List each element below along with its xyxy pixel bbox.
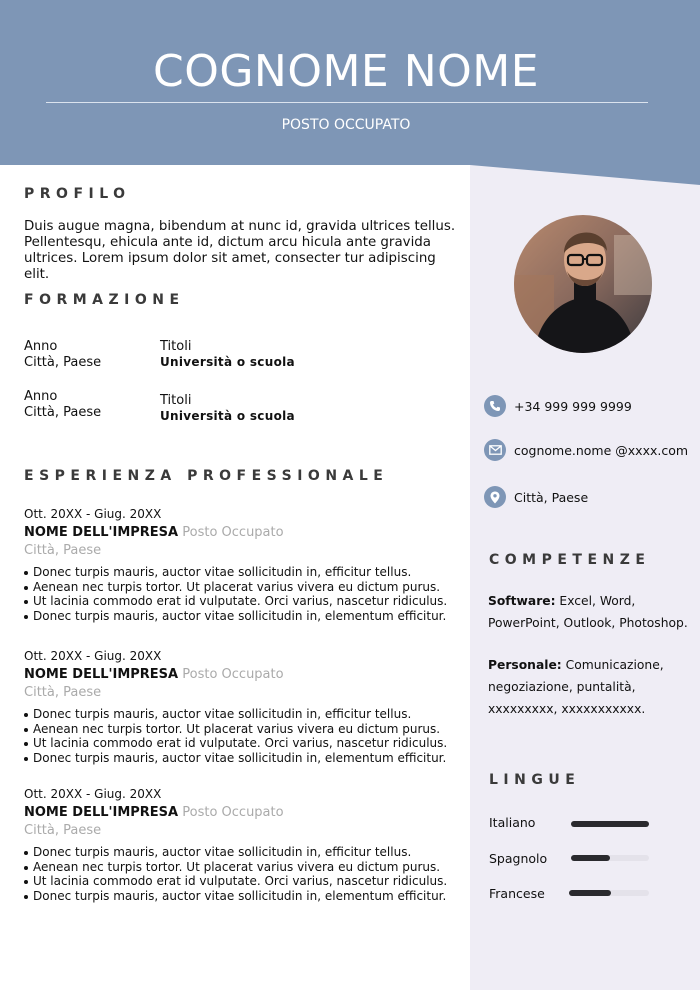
- experience-dates: Ott. 20XX - Giug. 20XX: [24, 649, 162, 663]
- location-pin-icon: [484, 486, 506, 508]
- education-heading: FORMAZIONE: [24, 292, 185, 308]
- experience-item: [24, 787, 464, 903]
- language-level-bar: [571, 855, 649, 861]
- skills-software-text: Excel, Word, PowerPoint, Outlook, Photoshop.: [488, 594, 688, 630]
- header-divider: [46, 102, 648, 103]
- skills-personal-label: Personale:: [488, 658, 562, 672]
- profile-line: Duis augue magna, bibendum at nunc id, gravida ultrices tellus.: [24, 219, 456, 234]
- education-item: [24, 339, 101, 370]
- contact-phone: [484, 395, 632, 417]
- education-year: Anno: [24, 339, 58, 354]
- experience-bullets: [24, 845, 464, 903]
- languages-heading: LINGUE: [489, 772, 581, 788]
- experience-bullet: Donec turpis mauris, auctor vitae sollicitudin in, elementum efficitur.: [24, 889, 464, 904]
- experience-bullet: Aenean nec turpis tortor. Ut placerat varius vivera eu dictum purus.: [24, 722, 464, 737]
- job-title: POSTO OCCUPATO: [281, 117, 411, 133]
- experience-bullet: Aenean nec turpis tortor. Ut placerat varius vivera eu dictum purus.: [24, 580, 464, 595]
- experience-bullet: Aenean nec turpis tortor. Ut placerat varius vivera eu dictum purus.: [24, 860, 464, 875]
- education-school: Università o scuola: [160, 408, 295, 423]
- experience-bullet: Ut lacinia commodo erat id vulputate. Orci varius, nascetur ridiculus.: [24, 874, 464, 889]
- experience-dates: Ott. 20XX - Giug. 20XX: [24, 507, 162, 521]
- experience-bullet: Donec turpis mauris, auctor vitae sollicitudin in, efficitur tellus.: [24, 565, 464, 580]
- profile-heading: PROFILO: [24, 186, 131, 202]
- phone-icon: [484, 395, 506, 417]
- experience-bullet: Donec turpis mauris, auctor vitae sollicitudin in, efficitur tellus.: [24, 845, 464, 860]
- experience-bullet: Donec turpis mauris, auctor vitae sollicitudin in, elementum efficitur.: [24, 609, 464, 624]
- experience-bullet: Donec turpis mauris, auctor vitae sollicitudin in, elementum efficitur.: [24, 751, 464, 766]
- experience-item: [24, 649, 464, 765]
- language-name: Francese: [489, 886, 545, 901]
- contact-location: [484, 486, 588, 508]
- location-text: Città, Paese: [514, 489, 589, 505]
- education-item: [24, 389, 101, 420]
- education-location: Città, Paese: [24, 404, 102, 420]
- experience-city: Città, Paese: [24, 823, 102, 838]
- education-year: Anno: [24, 389, 58, 404]
- experience-bullets: [24, 565, 464, 623]
- language-level-fill: [571, 855, 610, 861]
- language-level-fill: [571, 821, 649, 827]
- education-degree: Titoli: [160, 339, 192, 354]
- language-name: Italiano: [489, 815, 536, 830]
- skills-heading: COMPETENZE: [489, 552, 651, 568]
- profile-line: Pellentesqu, ehicula ante id, dictum arcu hicula ante gravida: [24, 235, 431, 250]
- education-degree: Titoli: [160, 393, 192, 408]
- experience-position: Posto Occupato: [182, 525, 284, 540]
- language-level-fill: [569, 890, 611, 896]
- experience-heading: ESPERIENZA PROFESSIONALE: [24, 468, 389, 484]
- profile-text: [24, 219, 464, 283]
- experience-bullet: Ut lacinia commodo erat id vulputate. Orci varius, nascetur ridiculus.: [24, 594, 464, 609]
- skills-software: [488, 590, 693, 634]
- skills-personal-text: Comunicazione, negoziazione, puntalità, xxxxxxxxx, xxxxxxxxxxx.: [488, 658, 664, 716]
- language-level-bar: [571, 821, 649, 827]
- experience-bullet: Donec turpis mauris, auctor vitae sollicitudin in, efficitur tellus.: [24, 707, 464, 722]
- company-name: NOME DELL'IMPRESA: [24, 525, 179, 540]
- language-name: Spagnolo: [489, 851, 548, 866]
- education-detail: [160, 393, 295, 424]
- education-school: Università o scuola: [160, 354, 295, 369]
- skills-personal: [488, 654, 693, 720]
- company-name: NOME DELL'IMPRESA: [24, 667, 179, 682]
- experience-position: Posto Occupato: [182, 667, 284, 682]
- phone-number: +34 999 999 9999: [514, 398, 632, 414]
- experience-city: Città, Paese: [24, 543, 102, 558]
- candidate-name: COGNOME NOME: [152, 46, 540, 97]
- profile-line: ultrices. Lorem ipsum dolor sit amet, consecter tur adipiscing elit.: [24, 251, 436, 282]
- company-name: NOME DELL'IMPRESA: [24, 805, 179, 820]
- education-detail: [160, 339, 295, 370]
- experience-dates: Ott. 20XX - Giug. 20XX: [24, 787, 162, 801]
- education-location: Città, Paese: [24, 354, 102, 370]
- email-icon: [484, 439, 506, 461]
- email-address: cognome.nome @xxxx.com: [514, 442, 689, 458]
- experience-bullet: Ut lacinia commodo erat id vulputate. Orci varius, nascetur ridiculus.: [24, 736, 464, 751]
- language-level-bar: [569, 890, 649, 896]
- experience-position: Posto Occupato: [182, 805, 284, 820]
- experience-bullets: [24, 707, 464, 765]
- experience-item: [24, 507, 464, 623]
- experience-city: Città, Paese: [24, 685, 102, 700]
- skills-software-label: Software:: [488, 594, 556, 608]
- contact-email: [484, 439, 688, 461]
- profile-photo: [514, 215, 652, 353]
